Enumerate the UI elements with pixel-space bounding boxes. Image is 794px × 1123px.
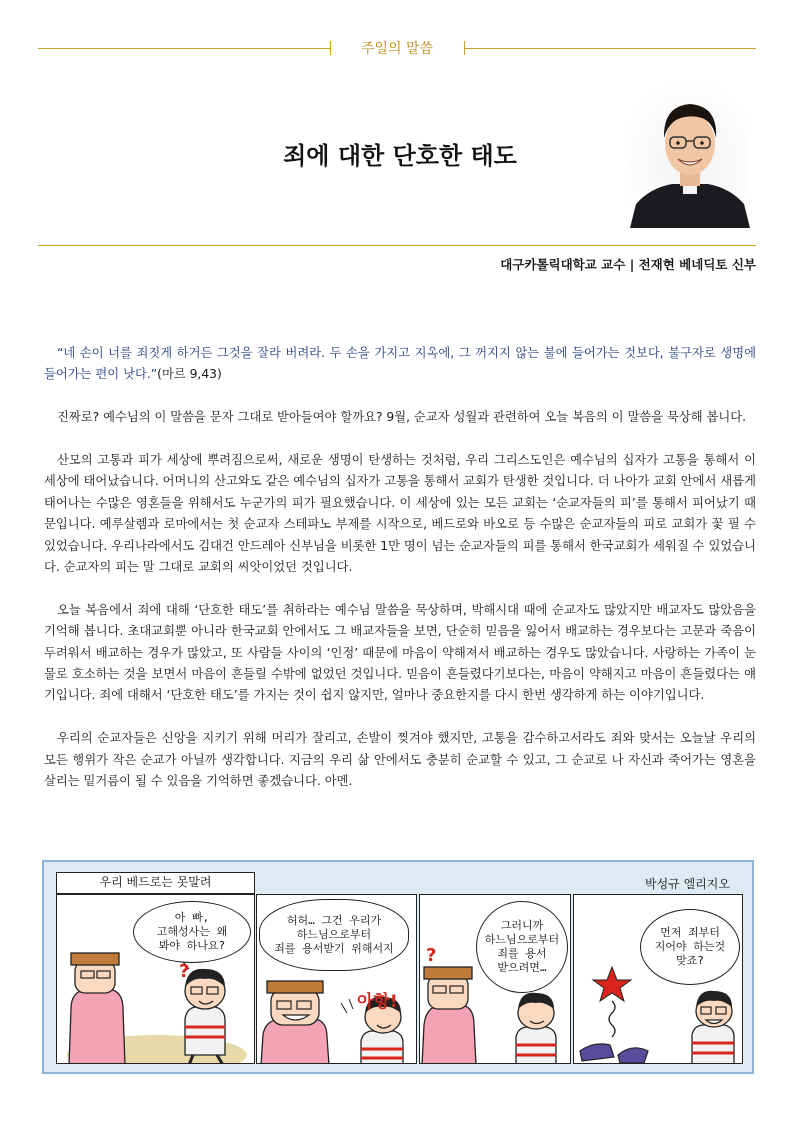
question-mark: ? [179, 961, 190, 982]
header-rule-right [464, 48, 756, 49]
article-paragraph: 오늘 복음에서 죄에 대해 ‘단호한 태도’를 취하라는 예수님 말씀을 묵상하며, 박해시대 때에 순교자도 많았지만 배교자도 많았음을 기억해 봅니다. 초대교회뿐 아니라 한국교회 안에서도 그 배교자들을 보면, 단순히 믿음을 잃어서 배교하는 경우보다는 고문과 죽음이 두려워서 배교하는 경우가 많았고, 또 사람들 사이의 ‘인정’ 때문에 마음이 약해져서 배교하는 경우도 많았습니다. 사랑하는 가족이 눈물로 호소하는 것을 보면서 마음이 흔들릴 수밖에 없었던 것입니다. 믿음이 흔들렸다기보다는, 마음이 약해지고 마음이 흔들렸다는 얘기입니다. 죄에 대해서 ‘단호한 태도’를 가지는 것이 쉽지 않지만, 얼마나 중요한지를 다시 한번 생각하게 하는 이야기입니다. [44, 602, 756, 703]
question-mark: ? [426, 945, 437, 966]
article-body [44, 343, 756, 814]
article-paragraph: 진짜로? 예수님의 이 말씀을 문자 그대로 받아들여야 할까요? 9월, 순교자 성월과 관련하여 오늘 복음의 이 말씀을 묵상해 봅니다. [57, 410, 747, 425]
comic-panel-3 [419, 894, 571, 1064]
speech-bubble: 그러니까 하느님으로부터 죄를 용서 받으려면… [476, 901, 568, 993]
page-title: 죄에 대한 단호한 태도 [283, 142, 517, 170]
comic-title: 우리 베드로는 못말려 [56, 872, 255, 894]
comic-author: 박성규 엘리지오 [645, 877, 730, 891]
section-label: 주일의 말씀 [360, 41, 434, 57]
speech-bubble: 허허… 그건 우리가 하느님으로부터 죄를 용서받기 위해서지 [259, 899, 409, 971]
author-photo [630, 84, 750, 228]
header-separator [38, 245, 756, 246]
header-rule-left [38, 48, 330, 49]
exclamation-sfx: 아항! [357, 992, 398, 1012]
comic-panel-4 [573, 894, 743, 1064]
opening-quote-paragraph [44, 343, 756, 386]
article-paragraph: 산모의 고통과 피가 세상에 뿌려짐으로써, 새로운 생명이 탄생하는 것처럼, 우리 그리스도인은 예수님의 십자가 고통을 통해서 이 세상에 태어났습니다. 어머니의 산고와도 같은 예수님의 십자가 고통을 통해서 교회가 탄생한 것입니다. 더 나아가 교회 안에서 새롭게 태어나는 수많은 영혼들을 위해서도 누군가의 피가 필요했습니다. 이 세상에 있는 모든 교회는 ‘순교자들의 피’를 통해서 피어났기 때문입니다. 예루살렘과 로마에서는 첫 순교자 스테파노 부제를 시작으로, 베드로와 바오로 등 수많은 순교자들의 피로 교회가 꽃 필 수 있었습니다. 우리나라에서도 김대건 안드레아 신부님을 비롯한 1만 명이 넘는 순교자들의 피를 통해서 한국교회가 세워질 수 있었습니다. 순교자의 피는 말 그대로 교회의 씨앗이었던 것입니다. [44, 453, 756, 575]
scripture-quote: “네 손이 너를 죄짓게 하거든 그것을 잘라 버려라. 두 손을 가지고 지옥에, 그 꺼지지 않는 불에 들어가는 것보다, 불구자로 생명에 들어가는 편이 낫다.” [44, 346, 756, 382]
author-byline: 대구카톨릭대학교 교수 | 전재현 베네딕토 신부 [500, 257, 756, 272]
speech-bubble: 아 빠, 고해성사는 왜 봐야 하나요? [133, 901, 251, 963]
speech-bubble: 먼저 죄부터 지어야 하는것 맞죠? [640, 909, 740, 985]
article-paragraph: 우리의 순교자들은 신앙을 지키기 위해 머리가 잘리고, 손발이 찢겨야 했지만, 고통을 감수하고서라도 죄와 맞서는 오늘날 우리의 모든 행위가 작은 순교가 아닐까 생각합니다. 지금의 우리 삶 안에서도 충분히 순교할 수 있고, 그 순교로 나 자신과 죽어가는 영혼을 살리는 밑거름이 될 수 있음을 기억하면 좋겠습니다. 아멘. [44, 731, 756, 789]
comic-panel-1 [56, 894, 255, 1064]
scripture-citation: (마르 9,43) [157, 367, 222, 382]
comic-panel-2 [256, 894, 417, 1064]
